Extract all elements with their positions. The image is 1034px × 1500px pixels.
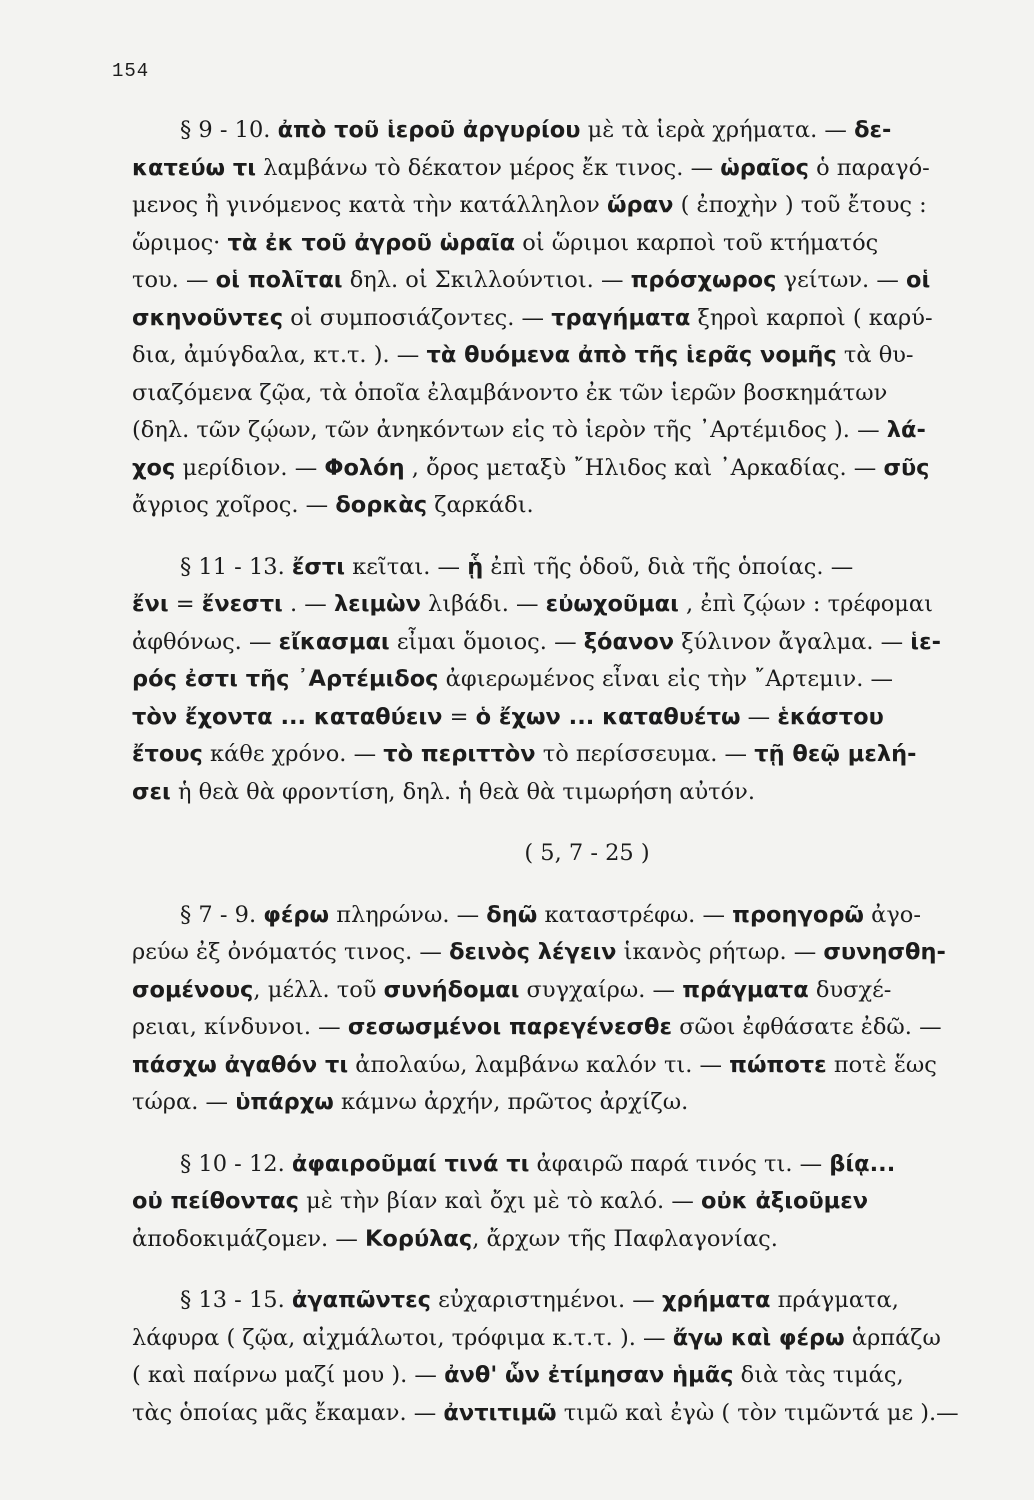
text-line: ( καὶ παίρνω μαζί μου ). — ἀνθ' ὧν ἐτίμησαν ἡμᾶς διὰ τὰς τιμάς, <box>132 1362 904 1388</box>
text-line: σομένους, μέλλ. τοῦ συνήδομαι συγχαίρω. — πράγματα δυσχέ- <box>132 976 892 1003</box>
text-line: ρειαι, κίνδυνοι. — σεσωσμένοι παρεγένεσθε σῶοι ἐφθάσατε ἐδῶ. — <box>132 1014 942 1040</box>
text-line: § 13 - 15. ἀγαπῶντες εὐχαριστημένοι. — χρήματα πράγματα, <box>180 1287 899 1313</box>
text-line: λάφυρα ( ζῷα, αἰχμάλωτοι, τρόφιμα κ.τ.τ. ). — ἄγω καὶ φέρω ἁρπάζω <box>132 1324 941 1351</box>
text-line: δια, ἀμύγδαλα, κτ.τ. ). — τὰ θυόμενα ἀπὸ τῆς ἱερᾶς νομῆς τὰ θυ- <box>132 342 914 368</box>
text-line: μενος ἢ γινόμενος κατὰ τὴν κατάλληλον ὥραν ( ἐποχὴν ) τοῦ ἔτους : <box>132 192 927 218</box>
text-line: οὐ πείθοντας μὲ τὴν βίαν καὶ ὄχι μὲ τὸ καλό. — οὐκ ἀξιοῦμεν <box>132 1188 869 1214</box>
text-line: πάσχω ἀγαθόν τι ἀπολαύω, λαμβάνω καλόν τι. — πώποτε ποτὲ ἕως <box>132 1051 937 1078</box>
text-line: (δηλ. τῶν ζῴων, τῶν ἀνηκόντων εἰς τὸ ἱερὸν τῆς ᾿Αρτέμιδος ). — λά- <box>132 417 926 443</box>
text-line: ἔτους κάθε χρόνο. — τὸ περιττὸν τὸ περίσσευμα. — τῇ θεῷ μελή- <box>132 741 917 767</box>
text-line: σει ἡ θεὰ θὰ φροντίση, δηλ. ἡ θεὰ θὰ τιμωρήση αὐτόν. <box>132 778 755 805</box>
text-line: ἔνι = ἔνεστι . — λειμὼν λιβάδι. — εὐωχοῦμαι , ἐπὶ ζῴων : τρέφομαι <box>132 591 933 617</box>
text-line: ἀποδοκιμάζομεν. — Κορύλας, ἄρχων τῆς Παφλαγονίας. <box>132 1225 778 1252</box>
text-line: τὰς ὁποίας μᾶς ἔκαμαν. — ἀντιτιμῶ τιμῶ καὶ ἐγὼ ( τὸν τιμῶντά με ).— <box>132 1399 959 1426</box>
text-line: § 11 - 13. ἔστι κεῖται. — ᾗ ἐπὶ τῆς ὁδοῦ, διὰ τῆς ὁποίας. — <box>180 553 854 580</box>
text-line: τὸν ἔχοντα ... καταθύειν = ὁ ἔχων ... καταθυέτω — ἑκάστου <box>132 703 884 730</box>
text-line: τώρα. — ὑπάρχω κάμνω ἀρχήν, πρῶτος ἀρχίζω. <box>132 1089 689 1115</box>
text-line: ἀφθόνως. — εἴκασμαι εἶμαι ὅμοιος. — ξόανον ξύλινον ἄγαλμα. — ἱε- <box>132 628 941 655</box>
text-line: ὥριμος· τὰ ἐκ τοῦ ἀγροῦ ὡραῖα οἱ ὥριμοι καρποὶ τοῦ κτήματός <box>132 229 879 256</box>
text-line: § 7 - 9. φέρω πληρώνω. — δηῶ καταστρέφω. — προηγορῶ ἀγο- <box>180 901 921 928</box>
text-line: ρός ἐστι τῆς ᾿Αρτέμιδος ἀφιερωμένος εἶναι εἰς τὴν ῎Αρτεμιν. — <box>132 666 894 692</box>
text-line: ἄγριος χοῖρος. — δορκὰς ζαρκάδι. <box>132 492 534 518</box>
text-line: του. — οἱ πολῖται δηλ. οἱ Σκιλλούντιοι. — πρόσχωρος γείτων. — οἱ <box>132 267 931 293</box>
text-line: § 9 - 10. ἀπὸ τοῦ ἱεροῦ ἀργυρίου μὲ τὰ ἱερὰ χρήματα. — δε- <box>180 117 892 143</box>
section-reference: ( 5, 7 - 25 ) <box>524 840 650 866</box>
text-line: § 10 - 12. ἀφαιροῦμαί τινά τι ἀφαιρῶ παρά τινός τι. — βίᾳ... <box>180 1150 896 1177</box>
text-line: χος μερίδιον. — Φολόη , ὄρος μεταξὺ ῎Ηλιδος καὶ ᾿Αρκαδίας. — σῦς <box>132 454 930 481</box>
text-line: σκηνοῦντες οἱ συμποσιάζοντες. — τραγήματα ξηροὶ καρποὶ ( καρύ- <box>132 304 933 331</box>
text-line: κατεύω τι λαμβάνω τὸ δέκατον μέρος ἔκ τινος. — ὡραῖος ὁ παραγό- <box>132 154 930 181</box>
text-line: ρεύω ἐξ ὀνόματός τινος. — δεινὸς λέγειν ἱκανὸς ρήτωρ. — συνησθη- <box>132 939 946 965</box>
text-line: σιαζόμενα ζῷα, τὰ ὁποῖα ἐλαμβάνοντο ἐκ τῶν ἱερῶν βοσκημάτων <box>132 379 888 406</box>
commentary-text <box>132 112 1002 1432</box>
page-number: 154 <box>112 60 150 82</box>
